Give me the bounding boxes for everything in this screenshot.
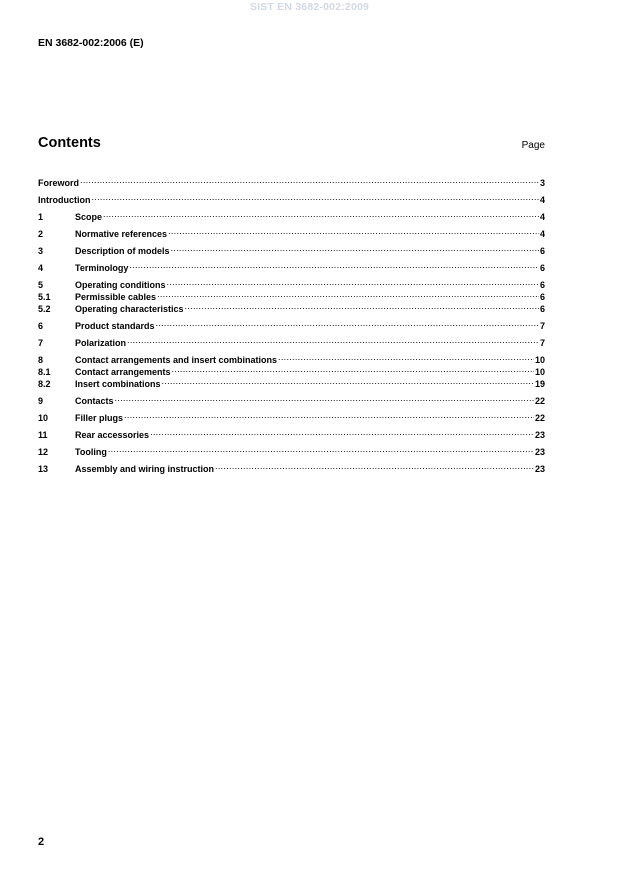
toc-entry[interactable] [38,191,545,203]
toc-entry-page: 6 [539,304,545,314]
toc-entry-page: 10 [534,355,545,365]
toc-entry[interactable] [38,443,545,455]
toc-entry-title: Tooling [75,447,107,457]
toc-dot-leader [92,191,539,203]
toc-group [38,409,545,421]
toc-entry-page: 23 [534,447,545,457]
toc-entry-title: Filler plugs [75,413,124,423]
toc-entry-title: Scope [75,212,103,222]
toc-dot-leader [108,443,534,455]
toc-entry-number: 5.1 [38,292,51,302]
toc-entry[interactable] [38,392,545,404]
toc-group [38,460,545,472]
toc-entry-title: Polarization [75,338,127,348]
toc-dot-leader [171,242,539,254]
toc-entry-number: 5 [38,280,44,290]
toc-entry[interactable] [38,276,545,288]
toc-entry[interactable] [38,334,545,346]
toc-entry-number: 4 [38,263,44,273]
toc-entry-page: 22 [534,413,545,423]
toc-entry-title: Product standards [75,321,155,331]
toc-entry[interactable] [38,409,545,421]
toc-entry-page: 6 [539,263,545,273]
toc-entry-number: 8.1 [38,367,51,377]
toc-group [38,392,545,404]
toc-entry-page: 4 [539,195,545,205]
toc-entry-page: 4 [539,229,545,239]
toc-entry-number: 11 [38,430,48,440]
toc-entry-title: Assembly and wiring instruction [75,464,215,474]
toc-dot-leader [150,426,534,438]
toc-entry-title: Rear accessories [75,430,150,440]
toc-group [38,334,545,346]
toc-entry-title: Foreword [38,178,80,188]
toc-dot-leader [156,317,539,329]
toc-entry[interactable] [38,351,545,363]
toc-group [38,242,545,254]
toc-group [38,191,545,203]
toc-group [38,208,545,220]
toc-entry-page: 6 [539,280,545,290]
page-column-heading: Page [521,140,545,151]
toc-group [38,443,545,455]
toc-dot-leader [115,392,534,404]
toc-entry-number: 5.2 [38,304,51,314]
toc-dot-leader [168,225,539,237]
toc-entry-number: 12 [38,447,49,457]
toc-entry-number: 9 [38,396,44,406]
toc-entry-number: 2 [38,229,44,239]
toc-entry-number: 10 [38,413,49,423]
toc-dot-leader [162,375,534,387]
toc-group [38,317,545,329]
toc-entry[interactable] [38,225,545,237]
toc-dot-leader [167,276,539,288]
toc-entry-title: Contacts [75,396,114,406]
page-number: 2 [38,836,45,848]
toc-entry-page: 23 [534,430,545,440]
toc-entry-title: Contact arrangements [75,367,171,377]
toc-entry-title: Description of models [75,246,170,256]
toc-entry-page: 6 [539,292,545,302]
toc-entry-page: 7 [539,321,545,331]
toc-entry[interactable] [38,426,545,438]
toc-dot-leader [80,174,539,186]
toc-group [38,225,545,237]
toc-entry[interactable] [38,208,545,220]
toc-dot-leader [278,351,534,363]
toc-entry-number: 6 [38,321,44,331]
toc-entry-number: 13 [38,464,49,474]
contents-title: Contents [38,135,101,151]
toc-entry-number: 8.2 [38,379,51,389]
toc-dot-leader [185,300,539,312]
toc-entry-page: 6 [539,246,545,256]
toc-entry-number: 1 [38,212,44,222]
toc-dot-leader [172,363,534,375]
toc-entry-title: Insert combinations [75,379,161,389]
watermark: SIST EN 3682-002:2009 [249,1,370,13]
toc-entry-page: 7 [539,338,545,348]
toc-entry[interactable] [38,242,545,254]
toc-entry-title: Introduction [38,195,91,205]
toc-dot-leader [103,208,539,220]
toc-entry-page: 23 [534,464,545,474]
toc-group [38,174,545,186]
toc-entry-page: 22 [534,396,545,406]
toc-entry-number: 7 [38,338,44,348]
document-code: EN 3682-002:2006 (E) [38,37,144,49]
toc-entry-title: Operating conditions [75,280,166,290]
toc-dot-leader [157,288,539,300]
toc-entry-page: 4 [539,212,545,222]
toc-entry[interactable] [38,460,545,472]
toc-entry-title: Operating characteristics [75,304,184,314]
toc-dot-leader [124,409,534,421]
toc-group [38,351,545,387]
toc-entry-title: Normative references [75,229,168,239]
table-of-contents [38,174,545,477]
toc-entry-title: Permissible cables [75,292,157,302]
toc-entry[interactable] [38,317,545,329]
toc-entry[interactable] [38,259,545,271]
toc-dot-leader [129,259,539,271]
toc-dot-leader [127,334,539,346]
toc-entry-page: 19 [534,379,545,389]
toc-dot-leader [215,460,534,472]
toc-group [38,426,545,438]
toc-entry-page: 3 [539,178,545,188]
toc-entry-page: 10 [534,367,545,377]
toc-entry-title: Terminology [75,263,129,273]
toc-entry-title: Contact arrangements and insert combinations [75,355,278,365]
toc-entry-number: 8 [38,355,44,365]
toc-group [38,259,545,271]
toc-entry[interactable] [38,174,545,186]
toc-entry-number: 3 [38,246,44,256]
toc-group [38,276,545,312]
